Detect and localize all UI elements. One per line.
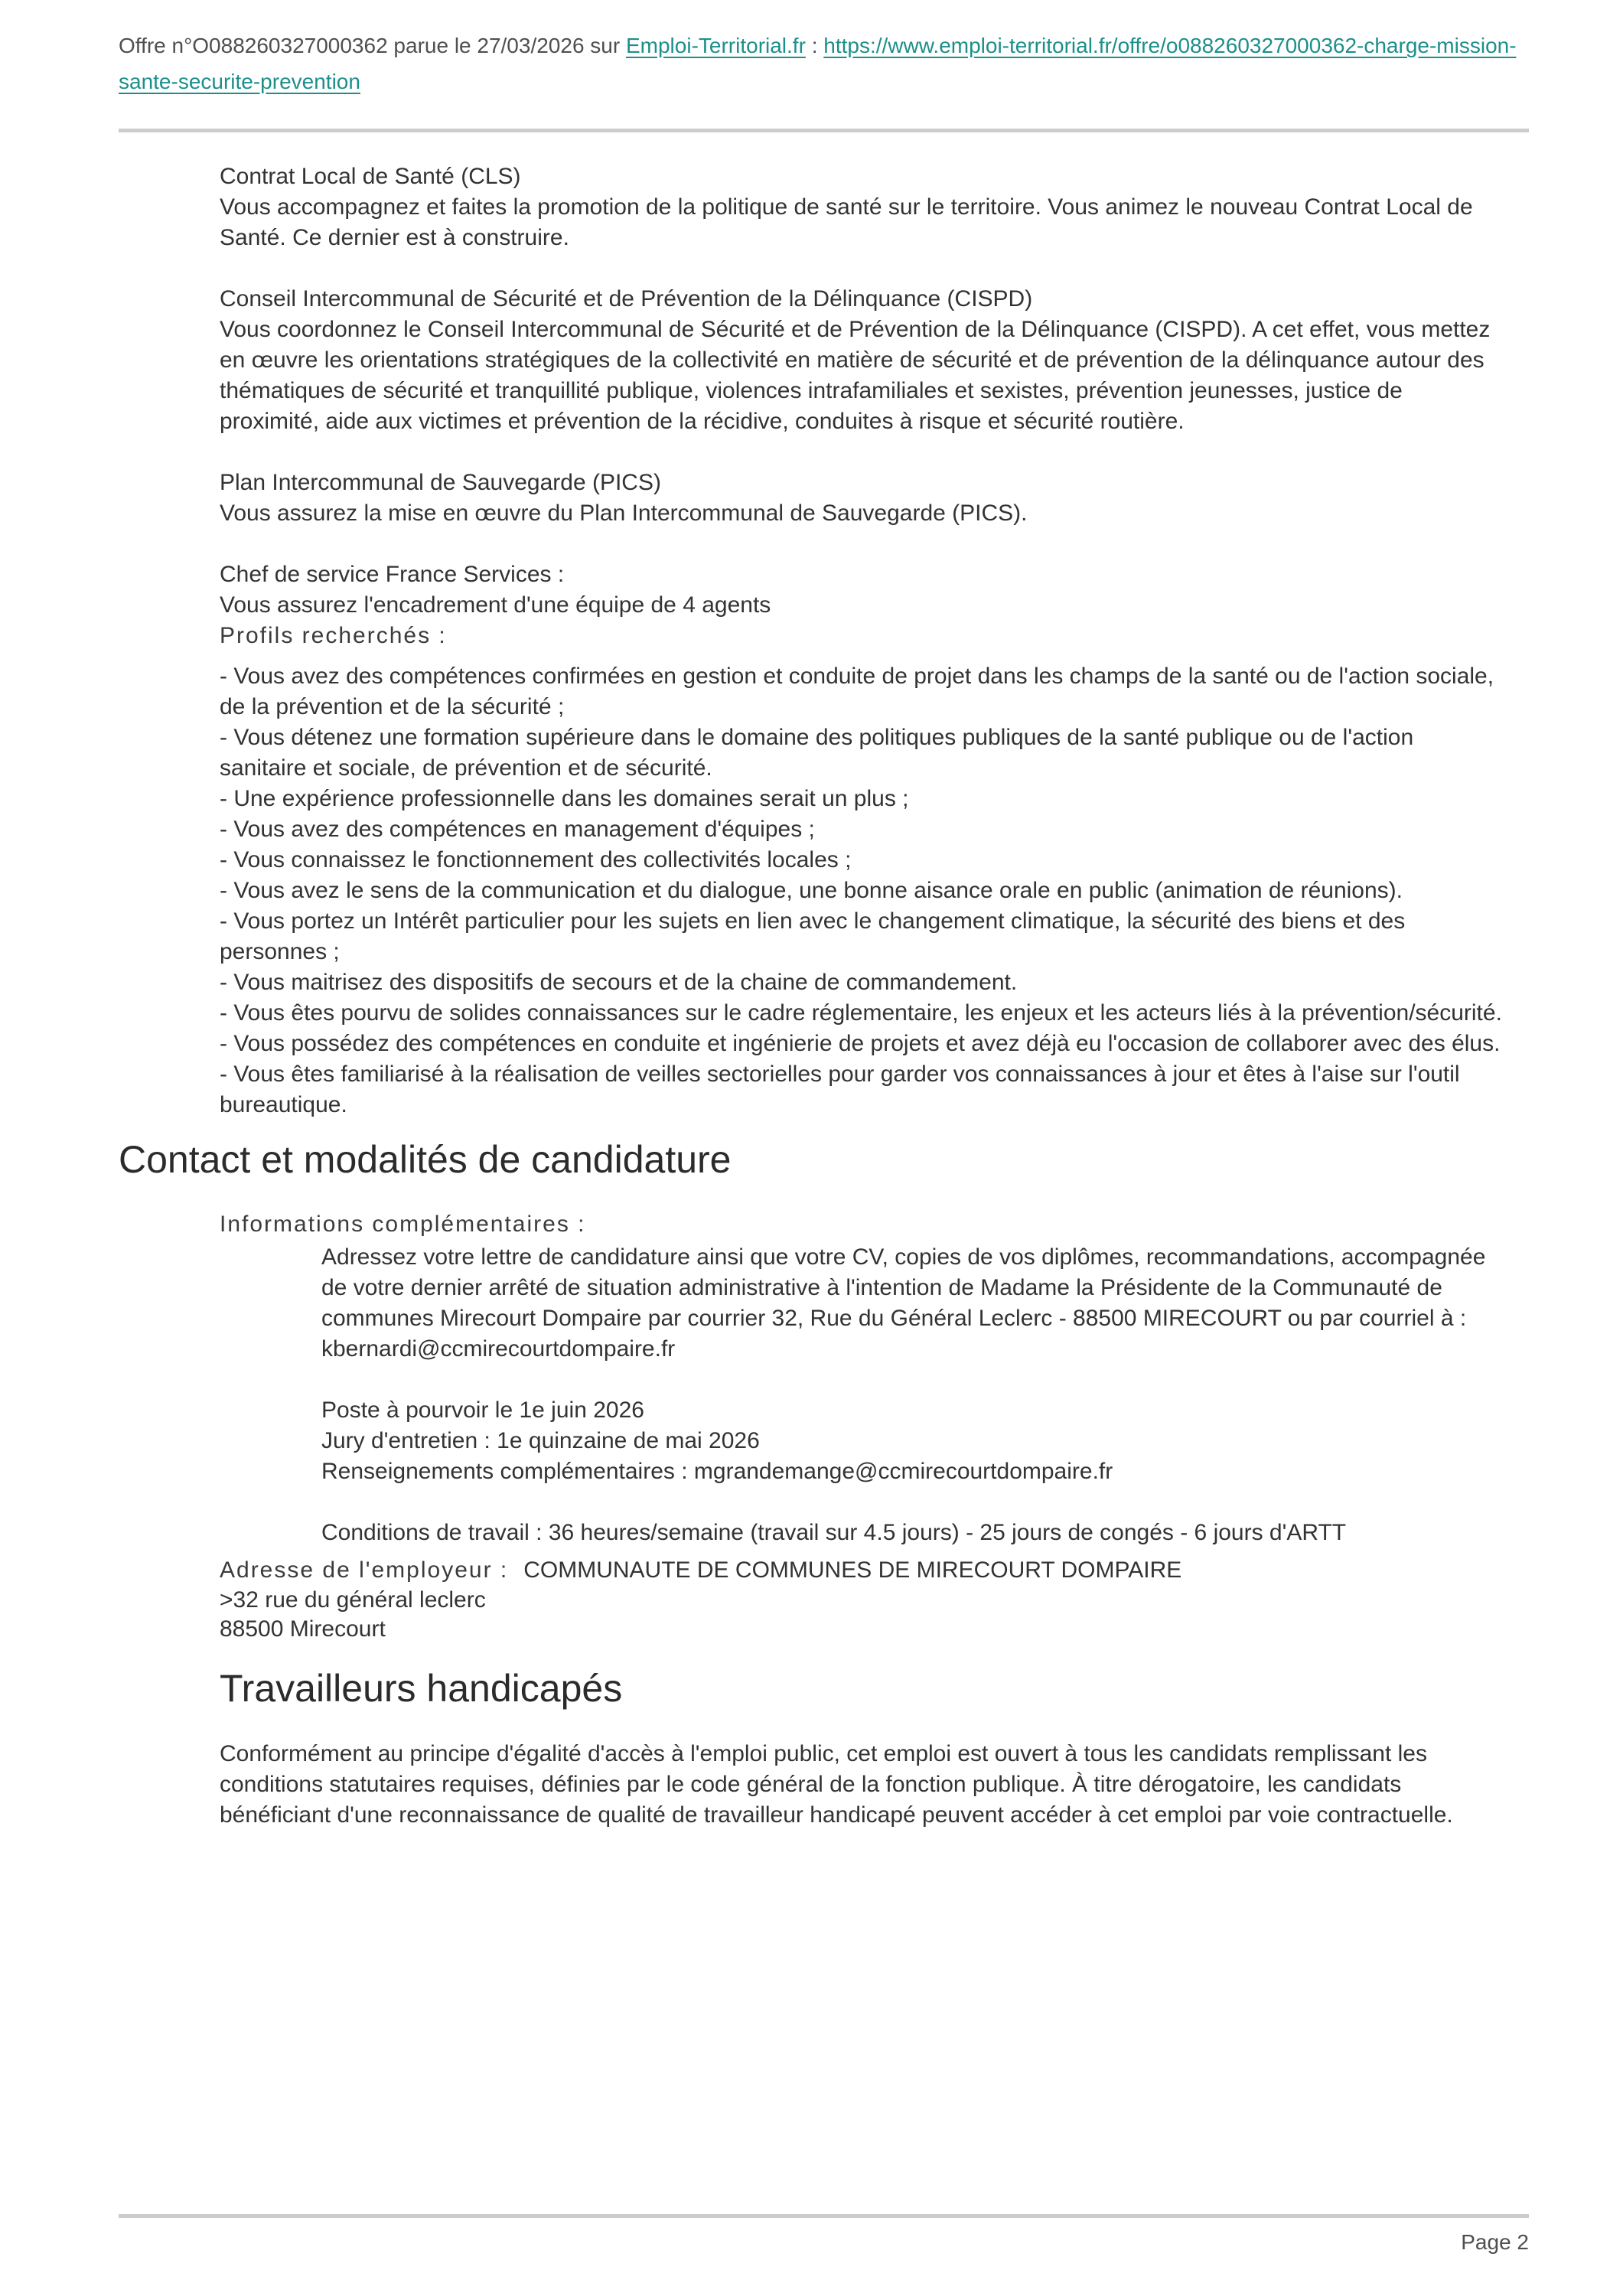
employer-address-line: >32 rue du général leclerc [220,1587,486,1613]
profile-item: - Vous maitrisez des dispositifs de secours et de la chaine de commandement. [220,970,1018,995]
employer-line [220,1555,1504,1586]
employer-label: Adresse de l'employeur : [220,1557,509,1583]
mission-block [220,559,1504,621]
mission-body: Vous accompagnez et faites la promotion de la politique de santé sur le territoire. Vous animez le nouveau Contrat Local de Santé. Ce dernier est à construire. [220,194,1473,250]
mission-body: Vous assurez la mise en œuvre du Plan Intercommunal de Sauvegarde (PICS). [220,501,1028,526]
application-details-block [321,1242,1504,1548]
schedule-line: Poste à pourvoir le 1e juin 2026 [321,1397,644,1423]
mission-title: Contrat Local de Santé (CLS) [220,164,521,189]
profile-item: - Vous détenez une formation supérieure dans le domaine des politiques publiques de la santé publique ou de l'action sanitaire et sociale, de prévention et de sécurité. [220,725,1414,781]
profile-item: - Vous êtes pourvu de solides connaissances sur le cadre réglementaire, les enjeux et les acteurs liés à la prévention/sécurité. [220,1000,1502,1026]
separator-text: : [805,34,824,57]
employer-name: COMMUNAUTE DE COMMUNES DE MIRECOURT DOMPAIRE [523,1557,1182,1583]
mission-title: Plan Intercommunal de Sauvegarde (PICS) [220,470,661,495]
profile-item: - Vous connaissez le fonctionnement des collectivités locales ; [220,847,852,872]
contact-heading: Contact et modalités de candidature [119,1138,732,1181]
schedule-block [321,1395,1504,1487]
missions-section [220,161,1504,621]
document-header [119,28,1530,99]
page-number: Page 2 [1461,2230,1529,2254]
footer-divider [119,2214,1529,2218]
offer-url-link[interactable]: https://www.emploi-territorial.fr/offre/o088260327000362-charge-mission-sante-securite-prevention [119,34,1517,93]
employer-address [220,1586,1504,1644]
schedule-line: Renseignements complémentaires : mgrandemange@ccmirecourtdompaire.fr [321,1459,1113,1484]
profile-item: - Vous portez un Intérêt particulier pour les sujets en lien avec le changement climatique, la sécurité des biens et des personnes ; [220,908,1406,964]
disabled-workers-heading: Travailleurs handicapés [220,1667,623,1710]
application-instructions: Adressez votre lettre de candidature ainsi que votre CV, copies de vos diplômes, recommandations, accompagnée de votre dernier arrêté de situation administrative à l'intention de Madame la Présidente de la Communauté de communes Mirecourt Dompaire par courrier 32, Rue du Général Leclerc - 88500 MIRECOURT ou par courriel à : kbernardi@ccmirecourtdompaire.fr [321,1244,1486,1362]
profile-item: - Vous avez le sens de la communication et du dialogue, une bonne aisance orale en public (animation de réunions). [220,878,1403,903]
mission-body: Vous assurez l'encadrement d'une équipe de 4 agents [220,592,771,618]
spacer [321,1487,1504,1518]
profile-item: - Vous avez des compétences en management d'équipes ; [220,817,815,842]
mission-title: Chef de service France Services : [220,562,565,587]
profiles-list [220,661,1504,1120]
mission-block [220,161,1504,253]
profile-item: - Une expérience professionnelle dans les domaines serait un plus ; [220,786,909,811]
working-conditions: Conditions de travail : 36 heures/semaine (travail sur 4.5 jours) - 25 jours de congés - 6 jours d'ARTT [321,1520,1347,1545]
profile-item: - Vous êtes familiarisé à la réalisation de veilles sectorielles pour garder vos connaissances à jour et êtes à l'aise sur l'outil bureautique. [220,1062,1460,1117]
employer-block [220,1555,1504,1644]
mission-block [220,468,1504,529]
profiles-label: Profils recherchés : [220,623,447,648]
profile-item: - Vous possédez des compétences en conduite et ingénierie de projets et avez déjà eu l'occasion de collaborer avec des élus. [220,1031,1501,1056]
site-link[interactable]: Emploi-Territorial.fr [625,34,806,57]
offer-reference-text: Offre n°O088260327000362 parue le 27/03/2026 sur [119,34,626,57]
profile-item: - Vous avez des compétences confirmées en gestion et conduite de projet dans les champs de la santé ou de l'action sociale, de la prévention et de la sécurité ; [220,664,1494,719]
mission-body: Vous coordonnez le Conseil Intercommunal de Sécurité et de Prévention de la Délinquance (CISPD). A cet effet, vous mettez en œuvre les orientations stratégiques de la collectivité en matière de sécurité et de prévention de la délinquance autour des thématiques de sécurité et tranquillité publique, violences intrafamiliales et sexistes, prévention jeunesses, justice de proximité, aide aux victimes et prévention de la récidive, conduites à risque et sécurité routière. [220,317,1491,434]
header-divider [119,129,1529,132]
page-content [119,161,1504,1831]
disabled-workers-paragraph: Conformément au principe d'égalité d'accès à l'emploi public, cet emploi est ouvert à tous les candidats remplissant les conditions statutaires requises, définies par le code général de la fonction publique. À titre dérogatoire, les candidats bénéficiant d'une reconnaissance de qualité de travailleur handicapé peuvent accéder à cet emploi par voie contractuelle. [220,1741,1453,1828]
schedule-line: Jury d'entretien : 1e quinzaine de mai 2026 [321,1428,760,1453]
spacer [321,1365,1504,1395]
additional-info-label: Informations complémentaires : [220,1212,586,1237]
employer-address-line: 88500 Mirecourt [220,1616,386,1642]
mission-block [220,284,1504,437]
mission-title: Conseil Intercommunal de Sécurité et de Prévention de la Délinquance (CISPD) [220,286,1033,311]
